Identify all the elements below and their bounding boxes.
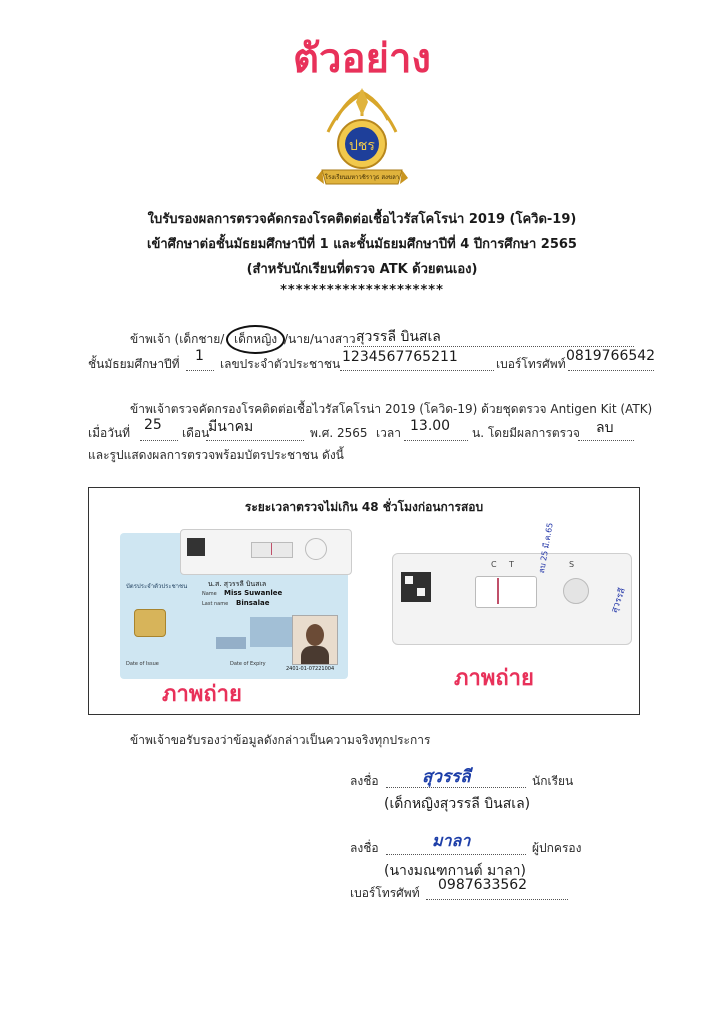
doc-title-line2: เข้าศึกษาต่อชั้นมัธยมศึกษาปีที่ 1 และชั้นมัธยมศึกษาปีที่ 4 ปีการศึกษา 2565 [147,237,577,252]
phone-value: 0819766542 [566,348,656,364]
student-full-name: (เด็กหญิงสุวรรลี บินสเล) [384,796,531,812]
card-lastname-en: Binsalae [236,599,270,607]
certification-text: ข้าพเจ้าขอรับรองว่าข้อมูลดังกล่าวเป็นความจริงทุกประการ [130,733,431,747]
doc-title-line3: (สำหรับนักเรียนที่ตรวจ ATK ด้วยตนเอง) [246,262,478,277]
kit-written-name: สุวรรลี [609,586,629,615]
kit-sample-well [563,578,589,604]
grade-value: 1 [195,348,204,364]
card-name-label: Name [202,591,217,597]
svg-text:ปชร: ปชร [349,138,375,154]
day-value: 25 [144,417,162,433]
result-label: น. โดยมีผลการตรวจ [472,426,580,440]
kit-c-mark: C [491,560,497,569]
date-label: เมื่อวันที่ [88,426,131,440]
form-title-circled: เด็กหญิง [226,325,285,354]
kit-t-mark: T [509,560,514,569]
doc-title-line1: ใบรับรองผลการตรวจคัดกรองโรคติดต่อเชื้อไวรัสโคโรน่า 2019 (โควิด-19) [147,212,577,227]
form-title-suffix: /นาย/นางสาว [284,332,356,346]
time-value: 13.00 [410,418,451,434]
role-student: นักเรียน [532,774,574,788]
year-label: พ.ศ. 2565 [310,426,368,440]
citizen-id-label: เลขประจำตัวประชาชน [220,357,341,371]
phone-label: เบอร์โทรศัพท์ [496,357,566,371]
card-portrait [292,615,338,665]
doc-title-stars: ********************* [280,283,444,298]
card-expiry-label: Date of Expiry [230,661,266,667]
month-label: เดือน [182,426,210,440]
test-description: ข้าพเจ้าตรวจคัดกรองโรคติดต่อเชื้อไวรัสโคโรน่า 2019 (โควิด-19) ด้วยชุดตรวจ Antigen Kit (ATK) [130,402,653,416]
guardian-full-name: (นางมณฑกานต์ มาลา) [384,863,527,879]
sign-label-student: ลงชื่อ [350,774,379,788]
test-kit-photo [392,521,632,645]
id-card-with-test-kit-photo [120,533,348,679]
form-title-prefix: ข้าพเจ้า (เด็กชาย/ [130,332,225,346]
card-chip [134,609,166,637]
month-value: มีนาคม [208,419,254,435]
card-name-th: น.ส. สุวรรลี บินสเล [208,580,267,588]
guardian-phone-label: เบอร์โทรศัพท์ [350,886,420,900]
seal-ribbon-text: โรงเรียนมหาวชิราวุธ สงขลา [324,174,400,181]
student-signature: สุวรรลี [422,767,471,787]
card-serial: 2401-01-07221004 [286,666,335,672]
time-label: เวลา [376,426,401,440]
kit-s-mark: S [569,560,575,569]
citizen-id-value: 1234567765211 [342,349,458,365]
photo-caption-left: ภาพถ่าย [162,682,242,707]
sample-watermark: ตัวอย่าง [293,36,431,82]
role-guardian: ผู้ปกครอง [532,841,582,855]
card-issue-label: Date of Issue [126,661,159,667]
result-value: ลบ [596,420,614,436]
photo-caption-right: ภาพถ่าย [454,666,534,691]
card-header: บัตรประจำตัวประชาชน [126,583,188,590]
photo-instruction: และรูปแสดงผลการตรวจพร้อมบัตรประชาชน ดังนี้ [88,448,344,462]
kit-written-result: ลบ 25 มี.ค.65 [536,521,555,574]
guardian-signature: มาลา [432,831,471,850]
sign-label-guardian: ลงชื่อ [350,841,379,855]
guardian-phone-value: 0987633562 [438,877,528,893]
student-name-value: สุวรรลี บินสเล [356,329,441,345]
card-name-en: Miss Suwanlee [224,589,283,597]
grade-label: ชั้นมัธยมศึกษาปีที่ [88,357,180,371]
photo-box-heading: ระยะเวลาตรวจไม่เกิน 48 ชั่วโมงก่อนการสอบ [244,500,484,514]
card-lastname-label: Last name [202,601,229,607]
